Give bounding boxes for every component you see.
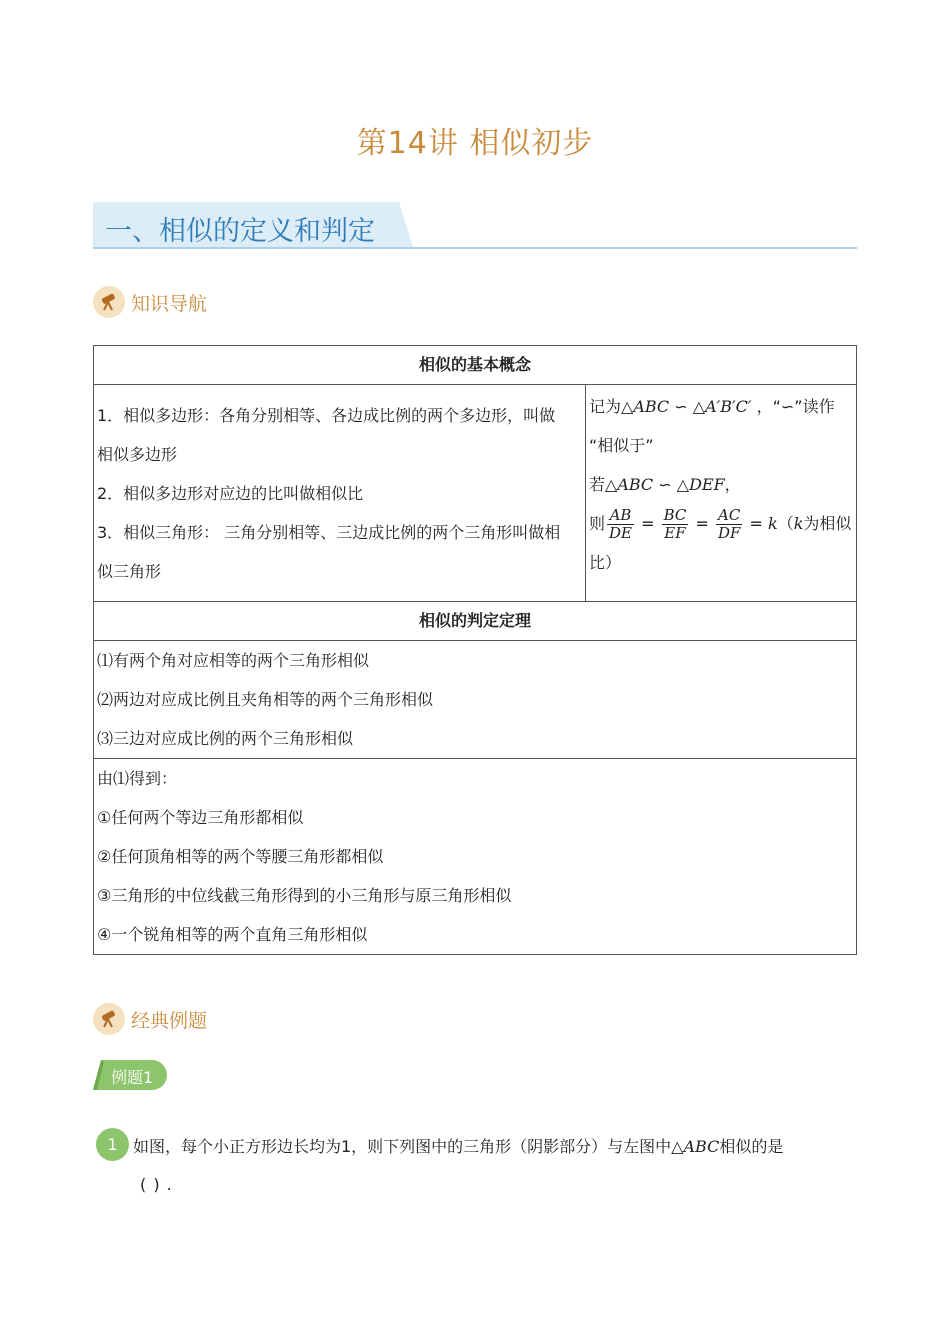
definition-line: 似三角形: [97, 562, 162, 581]
ratio-formula: 则 $\frac{AB}{DE}$ = $\frac{BC}{EF}$ = $\frac{AC}{DF}$ = k（k为相似: [589, 506, 852, 542]
theorem-header: 相似的判定定理: [94, 602, 857, 641]
fraction-ab-de: $\frac{AB}{DE}$: [609, 506, 632, 542]
corollary-list: [94, 759, 857, 955]
theorem-item: ⑴有两个角对应相等的两个三角形相似: [97, 651, 370, 670]
theorem-item: ⑶三边对应成比例的两个三角形相似: [97, 729, 354, 748]
theorem-list: [94, 641, 857, 759]
fraction-ac-df: $\frac{AC}{DF}$: [717, 506, 741, 542]
question-number-badge: 1: [96, 1128, 129, 1161]
fraction-bc-ef: $\frac{BC}{EF}$: [663, 506, 687, 542]
example-tag: [93, 1060, 167, 1090]
definition-line: 相似多边形: [97, 445, 178, 464]
section-banner: [93, 202, 857, 250]
notation-line: 记为△ABC ∽ △A′B′C′ ，“∽”读作: [589, 397, 835, 416]
example-tag-label: 例题1: [111, 1068, 154, 1087]
definition-line: 2．相似多边形对应边的比叫做相似比: [97, 484, 364, 503]
definition-line: 1．相似多边形：各角分别相等、各边成比例的两个多边形，叫做: [97, 406, 556, 425]
knowledge-nav-label: 知识导航: [131, 292, 208, 315]
answer-blank: ( ) .: [140, 1175, 173, 1194]
knowledge-nav-heading: [93, 285, 207, 319]
section-heading: 一、相似的定义和判定: [105, 216, 375, 247]
telescope-icon: [93, 1003, 125, 1035]
classic-examples-heading: [93, 1002, 207, 1036]
theorem-item: ⑵两边对应成比例且夹角相等的两个三角形相似: [97, 690, 434, 709]
corollary-item: ①任何两个等边三角形都相似: [97, 808, 304, 827]
basic-concept-header: 相似的基本概念: [94, 346, 857, 385]
page-title: 第14讲 相似初步: [356, 126, 594, 161]
notation-line: 比）: [589, 553, 622, 572]
notation-cell: [586, 385, 857, 602]
corollary-item: 由⑴得到：: [97, 769, 178, 788]
corollary-item: ③三角形的中位线截三角形得到的小三角形与原三角形相似: [97, 886, 512, 905]
definition-line: 3．相似三角形： 三角分别相等、三边成比例的两个三角形叫做相: [97, 523, 561, 542]
corollary-item: ④一个锐角相等的两个直角三角形相似: [97, 925, 368, 944]
telescope-icon: [93, 286, 125, 318]
notation-line: “相似于”: [589, 436, 654, 455]
similar-line: 若△ABC ∽ △DEF，: [589, 475, 741, 494]
corollary-item: ②任何顶角相等的两个等腰三角形都相似: [97, 847, 384, 866]
classic-examples-label: 经典例题: [131, 1009, 208, 1032]
question-text: 如图，每个小正方形边长均为1，则下列图中的三角形（阴影部分）与左图中△ABC相似的是: [133, 1137, 784, 1156]
knowledge-table: [93, 345, 857, 955]
basic-concept-definitions: [94, 385, 586, 602]
